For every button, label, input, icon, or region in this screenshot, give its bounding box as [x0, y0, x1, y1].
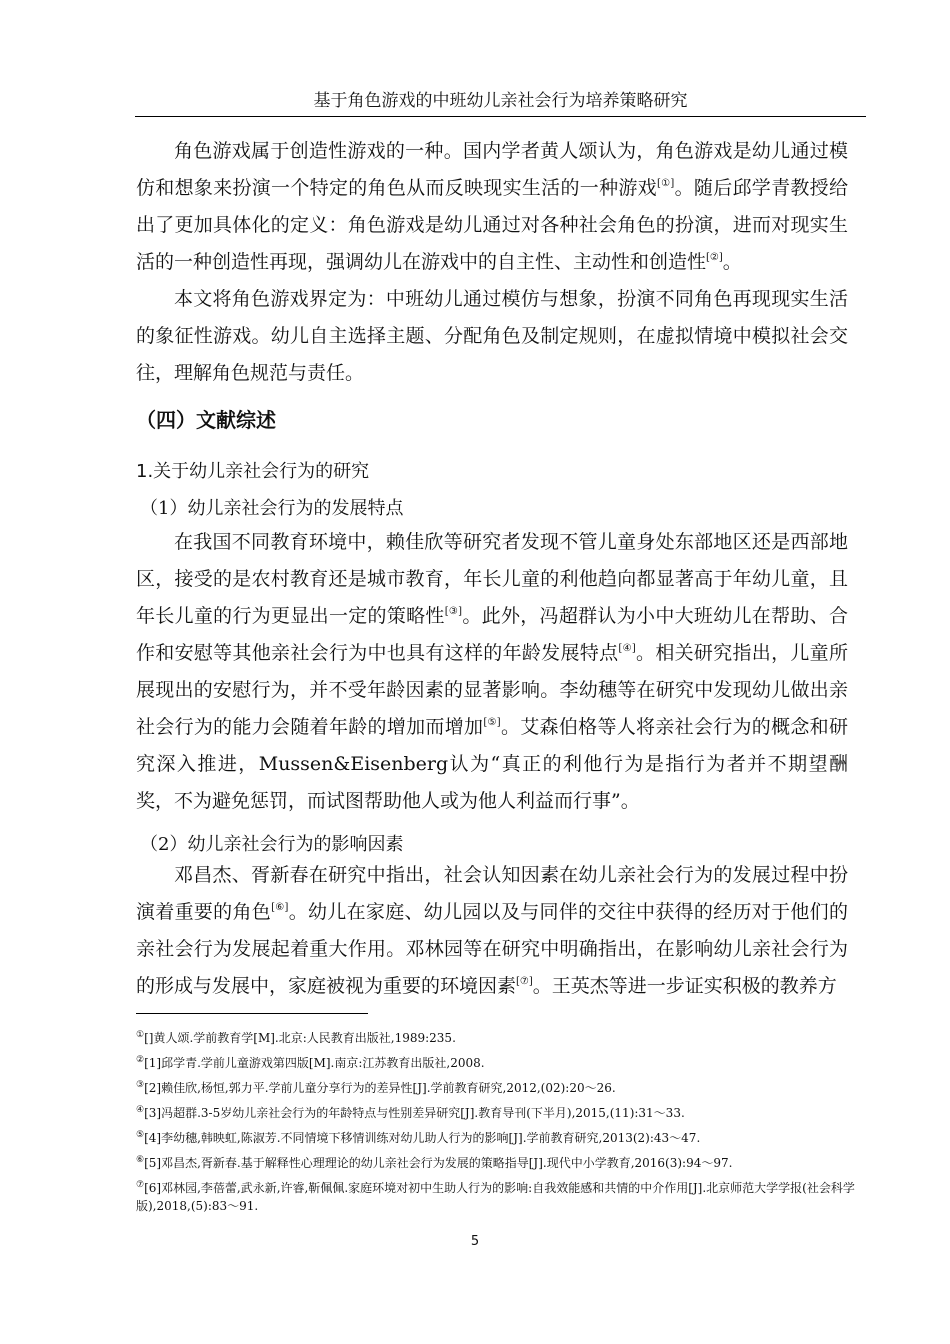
footnote: ③[2]赖佳欣,杨恒,郭力平.学前儿童分享行为的差异性[J].学前教育研究,2012,(02):20～26. — [136, 1080, 616, 1095]
intro-paragraph-2: 本文将角色游戏界定为：中班幼儿通过模仿与想象，扮演不同角色再现现实生活的象征性游戏。幼儿自主选择主题、分配角色及制定规则，在虚拟情境中模拟社会交往，理解角色规范与责任。 — [136, 288, 848, 384]
footnote: ⑥[5]邓昌杰,胥新春.基于解释性心理理论的幼儿亲社会行为发展的策略指导[J].现代中小学教育,2016(3):94～97. — [136, 1155, 733, 1170]
footnote: ⑤[4]李幼穗,韩映虹,陈淑芳.不同情境下移情训练对幼儿助人行为的影响[J].学前教育研究,2013(2):43～47. — [136, 1130, 701, 1145]
running-header: 基于角色游戏的中班幼儿亲社会行为培养策略研究 — [313, 91, 688, 111]
citation-7[interactable]: [⑦] — [516, 976, 533, 987]
section-heading: （四）文献综述 — [136, 408, 276, 432]
citation-5[interactable]: [⑤] — [483, 717, 501, 728]
citation-2[interactable]: [②] — [706, 252, 723, 263]
intro-paragraph-1: 角色游戏属于创造性游戏的一种。国内学者黄人颂认为，角色游戏是幼儿通过模仿和想象来扮演一个特定的角色从而反映现实生活的一种游戏[①]。随后邱学青教授给出了更加具体化的定义：角色游戏是幼儿通过对各种社会角色的扮演，进而对现实生活的一种创造性再现，强调幼儿在游戏中的自主性、主动性和创造性[②]。 — [136, 140, 848, 273]
page-number: 5 — [470, 1234, 480, 1249]
citation-6[interactable]: [⑥] — [271, 902, 289, 913]
citation-3[interactable]: [③] — [444, 606, 463, 617]
citation-4[interactable]: [④] — [618, 643, 636, 654]
footnotes — [136, 1026, 862, 1219]
footnote-separator — [136, 1013, 368, 1014]
header-rule — [135, 116, 866, 117]
citation-1[interactable]: [①] — [656, 178, 675, 189]
footnote: ②[1]邱学青.学前儿童游戏第四版[M].南京:江苏教育出版社,2008. — [136, 1055, 485, 1070]
item2-paragraph: 邓昌杰、胥新春在研究中指出，社会认知因素在幼儿亲社会行为的发展过程中扮演着重要的角色[⑥]。幼儿在家庭、幼儿园以及与同伴的交往中获得的经历对于他们的亲社会行为发展起着重大作用。邓林园等在研究中明确指出，在影响幼儿亲社会行为的形成与发展中，家庭被视为重要的环境因素[⑦]。王英杰等进一步证实积极的教养方 — [136, 864, 848, 997]
item-heading-2: （2）幼儿亲社会行为的影响因素 — [140, 834, 404, 855]
subsection-heading: 1.关于幼儿亲社会行为的研究 — [136, 461, 370, 482]
item1-paragraph: 在我国不同教育环境中，赖佳欣等研究者发现不管儿童身处东部地区还是西部地区，接受的是农村教育还是城市教育，年长儿童的利他趋向都显著高于年幼儿童，且年长儿童的行为更显出一定的策略性[③]。此外，冯超群认为小中大班幼儿在帮助、合作和安慰等其他亲社会行为中也具有这样的年龄发展特点[④]。相关研究指出，儿童所展现出的安慰行为，并不受年龄因素的显著影响。李幼穗等在研究中发现幼儿做出亲社会行为的能力会随着年龄的增加而增加[⑤]。艾森伯格等人将亲社会行为的概念和研究深入推进，Mussen&Eisenberg认为“真正的利他行为是指行为者并不期望酬奖，不为避免惩罚，而试图帮助他人或为他人利益而行事”。 — [136, 531, 848, 812]
footnote: ⑦[6]邓林园,李蓓蕾,武永新,许睿,靳佩佩.家庭环境对初中生助人行为的影响:自我效能感和共情的中介作用[J].北京师范大学学报(社会科学版),2018,(5):83～91. — [136, 1180, 855, 1213]
item-heading-1: （1）幼儿亲社会行为的发展特点 — [140, 498, 404, 519]
intro-block — [136, 133, 848, 392]
footnote: ①[]黄人颂.学前教育学[M].北京:人民教育出版社,1989:235. — [136, 1030, 456, 1045]
footnote: ④[3]冯超群.3-5岁幼儿亲社会行为的年龄特点与性别差异研究[J].教育导刊(下半月),2015,(11):31～33. — [136, 1105, 685, 1120]
